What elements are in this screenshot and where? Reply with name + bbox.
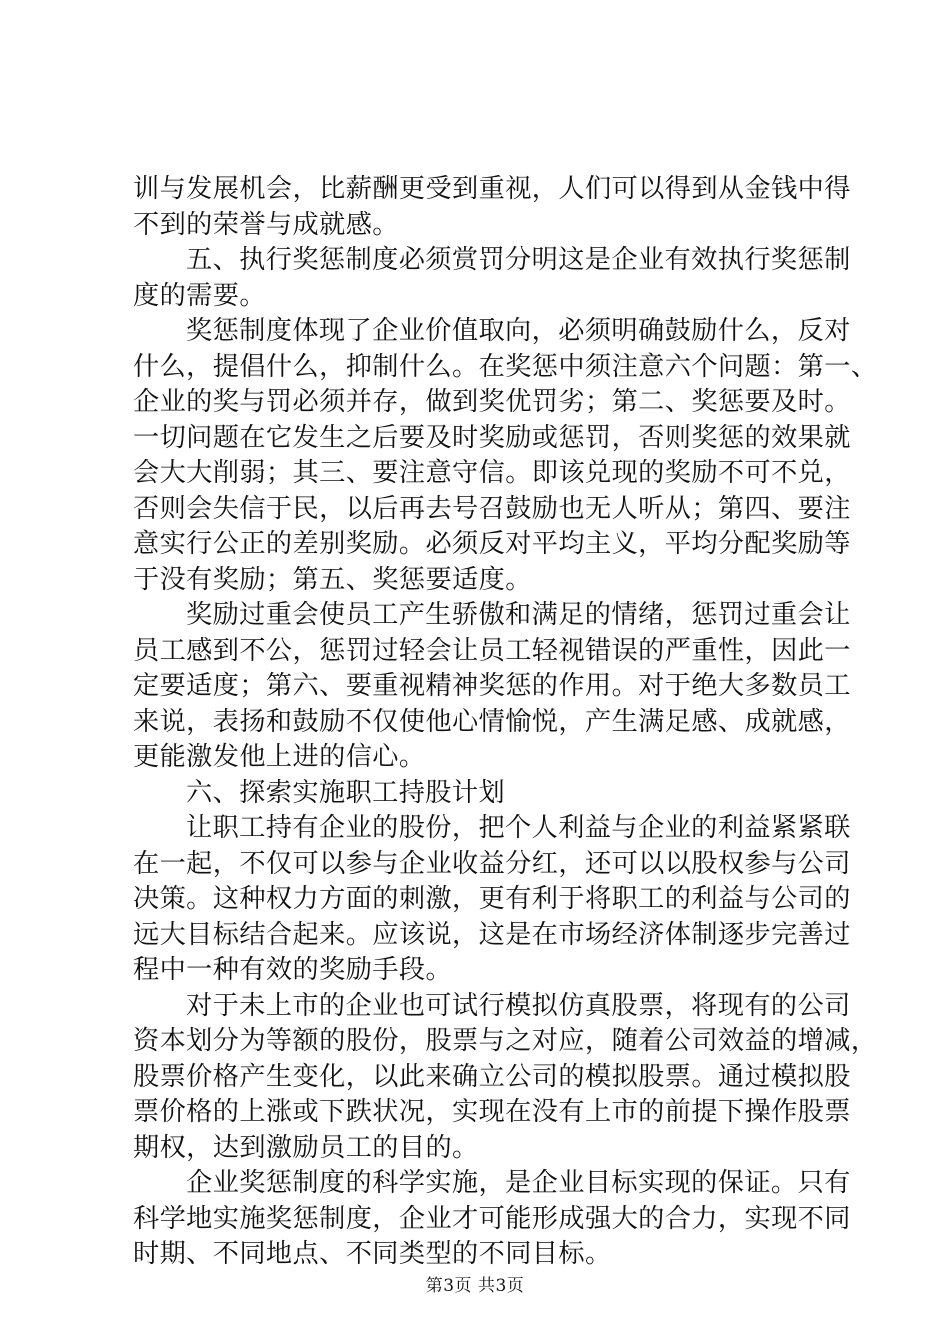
text-line: 员工感到不公，惩罚过轻会让员工轻视错误的严重性，因此一 xyxy=(133,635,851,666)
text-line: 企业奖惩制度的科学实施，是企业目标实现的保证。只有 xyxy=(186,1168,851,1198)
text-line: 企业的奖与罚必须并存，做到奖优罚劣；第二、奖惩要及时。 xyxy=(133,387,851,417)
text-line: 度的需要。 xyxy=(133,280,266,311)
text-line: 意实行公正的差别奖励。必须反对平均主义，平均分配奖励等 xyxy=(133,529,851,559)
text-line: 训与发展机会，比薪酬更受到重视，人们可以得到从金钱中得 xyxy=(133,174,851,204)
text-line: 一切问题在它发生之后要及时奖励或惩罚，否则奖惩的效果就 xyxy=(133,422,851,453)
text-line: 让职工持有企业的股份，把个人利益与企业的利益紧紧联 xyxy=(186,813,851,843)
text-line: 六、探索实施职工持股计划 xyxy=(186,777,506,808)
text-line: 票价格的上涨或下跌状况，实现在没有上市的前提下操作股票 xyxy=(133,1097,851,1127)
text-line: 程中一种有效的奖励手段。 xyxy=(133,955,453,985)
text-line: 时期、不同地点、不同类型的不同目标。 xyxy=(133,1239,612,1269)
text-line: 奖励过重会使员工产生骄傲和满足的情绪，惩罚过重会让 xyxy=(186,600,851,630)
text-line: 否则会失信于民，以后再去号召鼓励也无人听从；第四、要注 xyxy=(133,493,851,524)
text-line: 来说，表扬和鼓励不仅使他心情愉悦，产生满足感、成就感， xyxy=(133,706,851,737)
text-line: 在一起，不仅可以参与企业收益分红，还可以以股权参与公司 xyxy=(133,848,851,879)
document-body xyxy=(133,172,878,1273)
text-line: 科学地实施奖惩制度，企业才可能形成强大的合力，实现不同 xyxy=(133,1203,851,1234)
text-line: 远大目标结合起来。应该说，这是在市场经济体制逐步完善过 xyxy=(133,919,851,950)
text-line: 决策。这种权力方面的刺激，更有利于将职工的利益与公司的 xyxy=(133,884,851,914)
text-line: 于没有奖励；第五、奖惩要适度。 xyxy=(133,564,532,595)
text-line: 奖惩制度体现了企业价值取向，必须明确鼓励什么，反对 xyxy=(186,316,851,346)
text-line: 期权，达到激励员工的目的。 xyxy=(133,1132,479,1163)
text-line: 不到的荣誉与成就感。 xyxy=(133,209,399,240)
text-line: 对于未上市的企业也可试行模拟仿真股票，将现有的公司 xyxy=(186,990,851,1021)
text-line: 更能激发他上进的信心。 xyxy=(133,742,426,772)
text-line: 五、执行奖惩制度必须赏罚分明这是企业有效执行奖惩制 xyxy=(186,245,851,275)
text-line: 定要适度；第六、要重视精神奖惩的作用。对于绝大多数员工 xyxy=(133,671,851,701)
text-line: 会大大削弱；其三、要注意守信。即该兑现的奖励不可不兑， xyxy=(133,458,851,488)
text-line: 股票价格产生变化，以此来确立公司的模拟股票。通过模拟股 xyxy=(133,1061,851,1092)
page-footer: 第3页 共3页 xyxy=(425,1276,525,1296)
text-line: 什么，提倡什么，抑制什么。在奖惩中须注意六个问题：第一、 xyxy=(133,351,878,382)
text-line: 资本划分为等额的股份，股票与之对应，随着公司效益的增减， xyxy=(133,1026,878,1056)
